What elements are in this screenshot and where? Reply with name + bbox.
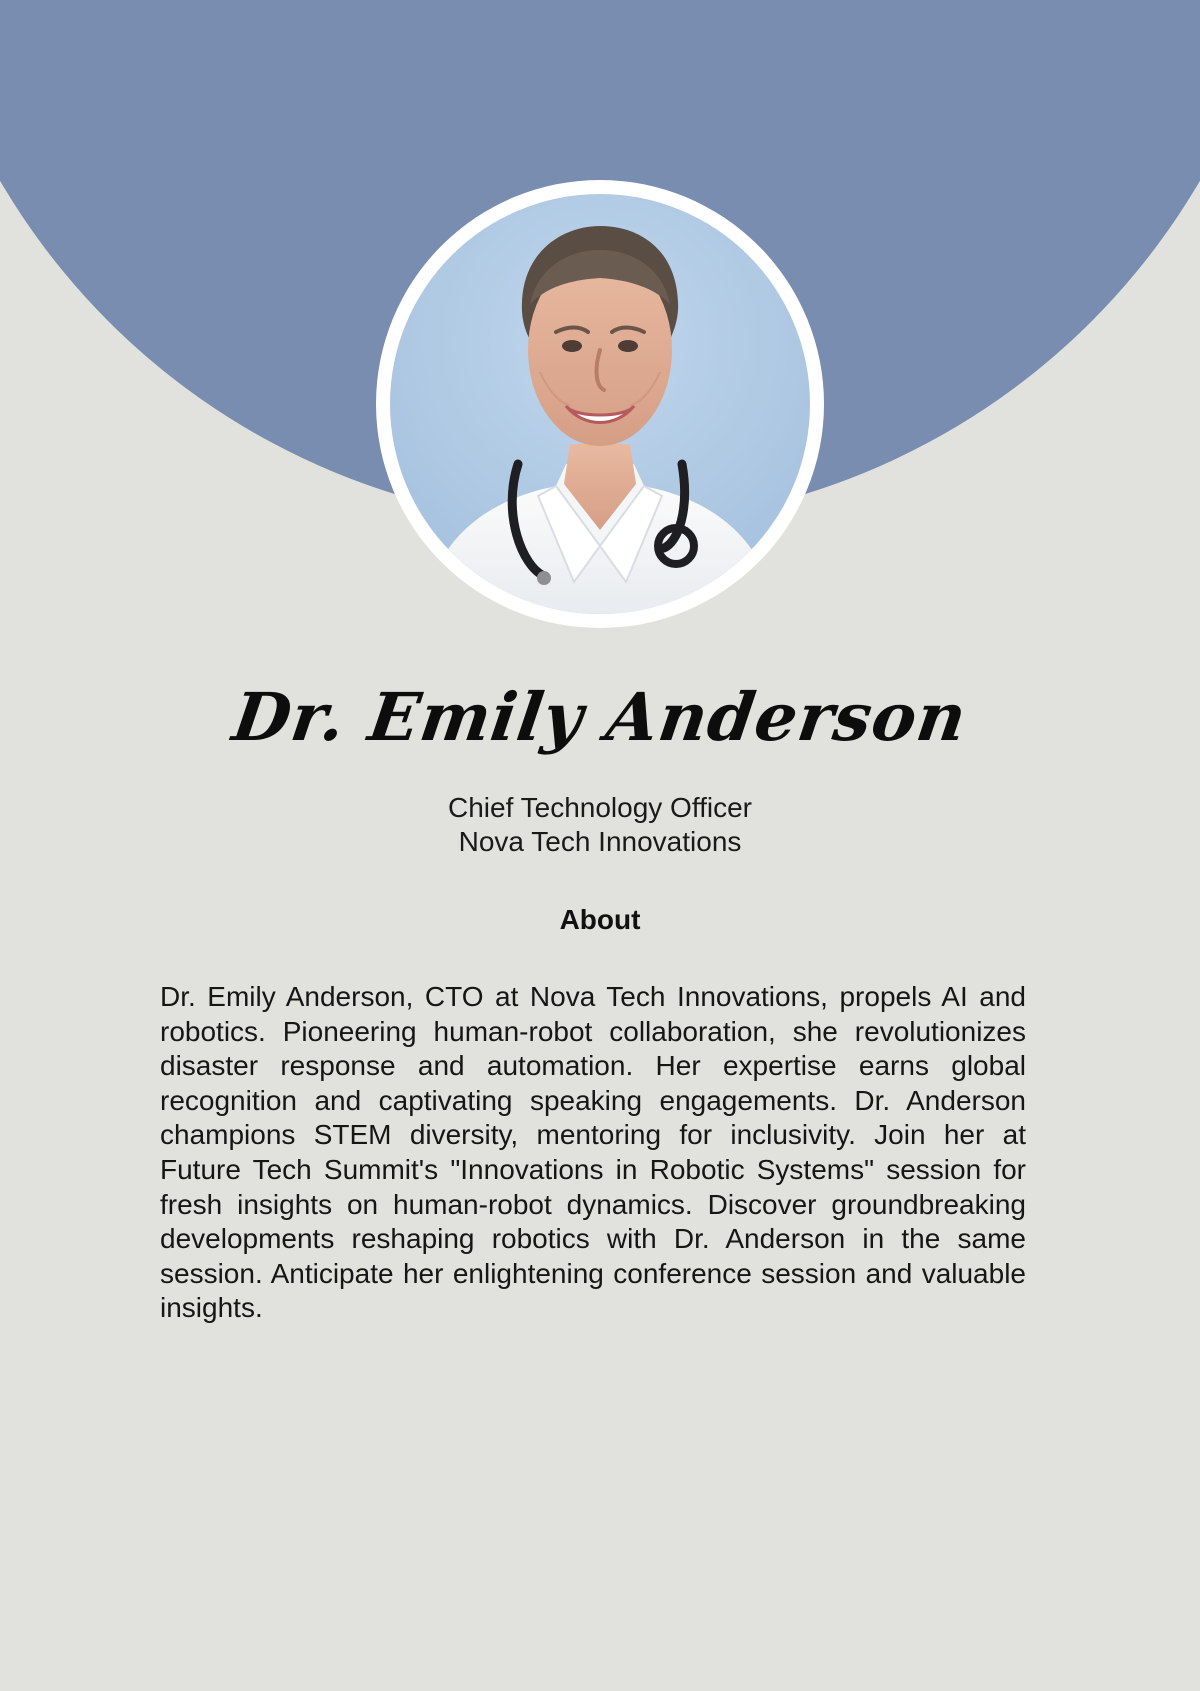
person-portrait-icon <box>390 194 810 614</box>
about-body: Dr. Emily Anderson, CTO at Nova Tech Innovations, propels AI and robotics. Pioneering human-robot collaboration, she revolutionizes disaster response and automation. Her expertise earns global recognition and captivating speaking engagements. Dr. Anderson champions STEM diversity, mentoring for inclusivity. Join her at Future Tech Summit's "Innovations in Robotic Systems" session for fresh insights on human-robot dynamics. Discover groundbreaking developments reshaping robotics with Dr. Anderson in the same session. Anticipate her enlightening conference session and valuable insights. <box>160 981 1026 1324</box>
about-heading: About <box>559 904 641 935</box>
profile-photo-frame <box>376 180 824 628</box>
profile-role: Chief Technology Officer <box>447 792 753 823</box>
profile-name: Dr. Emily Anderson <box>228 678 972 756</box>
profile-company: Nova Tech Innovations <box>458 826 742 857</box>
profile-photo <box>390 194 810 614</box>
